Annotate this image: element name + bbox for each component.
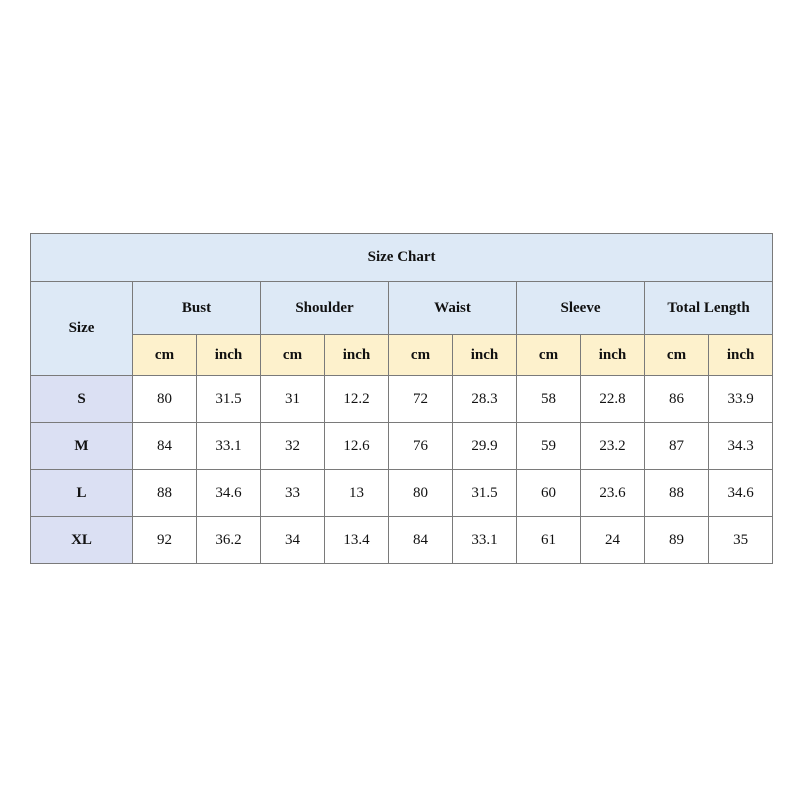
table-cell: 23.2: [581, 423, 645, 470]
table-cell: 33: [261, 470, 325, 517]
size-label: M: [31, 423, 133, 470]
unit-header-inch: inch: [581, 335, 645, 376]
table-cell: 35: [709, 517, 773, 564]
table-row: [31, 517, 773, 564]
unit-header-cm: cm: [645, 335, 709, 376]
table-cell: 80: [133, 376, 197, 423]
table-title: Size Chart: [31, 234, 773, 282]
table-cell: 33.9: [709, 376, 773, 423]
unit-header-inch: inch: [453, 335, 517, 376]
table-cell: 58: [517, 376, 581, 423]
table-cell: 29.9: [453, 423, 517, 470]
table-cell: 12.6: [325, 423, 389, 470]
group-header-total-length: Total Length: [645, 282, 773, 335]
table-cell: 80: [389, 470, 453, 517]
table-cell: 60: [517, 470, 581, 517]
size-label: S: [31, 376, 133, 423]
table-cell: 87: [645, 423, 709, 470]
table-cell: 89: [645, 517, 709, 564]
table-cell: 59: [517, 423, 581, 470]
table-cell: 34.6: [197, 470, 261, 517]
unit-header-cm: cm: [133, 335, 197, 376]
table-row: [31, 470, 773, 517]
table-row: [31, 423, 773, 470]
table-cell: 88: [133, 470, 197, 517]
unit-header-cm: cm: [517, 335, 581, 376]
table-cell: 23.6: [581, 470, 645, 517]
group-header-bust: Bust: [133, 282, 261, 335]
table-cell: 13: [325, 470, 389, 517]
table-cell: 22.8: [581, 376, 645, 423]
unit-header-inch: inch: [325, 335, 389, 376]
table-cell: 33.1: [453, 517, 517, 564]
size-chart-table: [30, 233, 773, 564]
table-cell: 92: [133, 517, 197, 564]
table-cell: 24: [581, 517, 645, 564]
unit-header-cm: cm: [389, 335, 453, 376]
table-cell: 12.2: [325, 376, 389, 423]
table-cell: 32: [261, 423, 325, 470]
size-label: L: [31, 470, 133, 517]
table-cell: 76: [389, 423, 453, 470]
unit-header-inch: inch: [709, 335, 773, 376]
table-cell: 36.2: [197, 517, 261, 564]
group-header-waist: Waist: [389, 282, 517, 335]
table-row: [31, 376, 773, 423]
unit-header-inch: inch: [197, 335, 261, 376]
group-header-shoulder: Shoulder: [261, 282, 389, 335]
size-rows: [31, 376, 773, 564]
table-cell: 33.1: [197, 423, 261, 470]
group-header-sleeve: Sleeve: [517, 282, 645, 335]
table-cell: 31.5: [453, 470, 517, 517]
table-cell: 72: [389, 376, 453, 423]
unit-row: [31, 335, 773, 376]
size-column-header: Size: [31, 282, 133, 376]
table-cell: 34: [261, 517, 325, 564]
table-cell: 28.3: [453, 376, 517, 423]
size-label: XL: [31, 517, 133, 564]
table-cell: 31: [261, 376, 325, 423]
table-cell: 34.3: [709, 423, 773, 470]
table-cell: 84: [133, 423, 197, 470]
unit-header-cm: cm: [261, 335, 325, 376]
table-cell: 84: [389, 517, 453, 564]
table-cell: 88: [645, 470, 709, 517]
table-cell: 61: [517, 517, 581, 564]
table-cell: 86: [645, 376, 709, 423]
table-cell: 31.5: [197, 376, 261, 423]
table-cell: 34.6: [709, 470, 773, 517]
table-cell: 13.4: [325, 517, 389, 564]
